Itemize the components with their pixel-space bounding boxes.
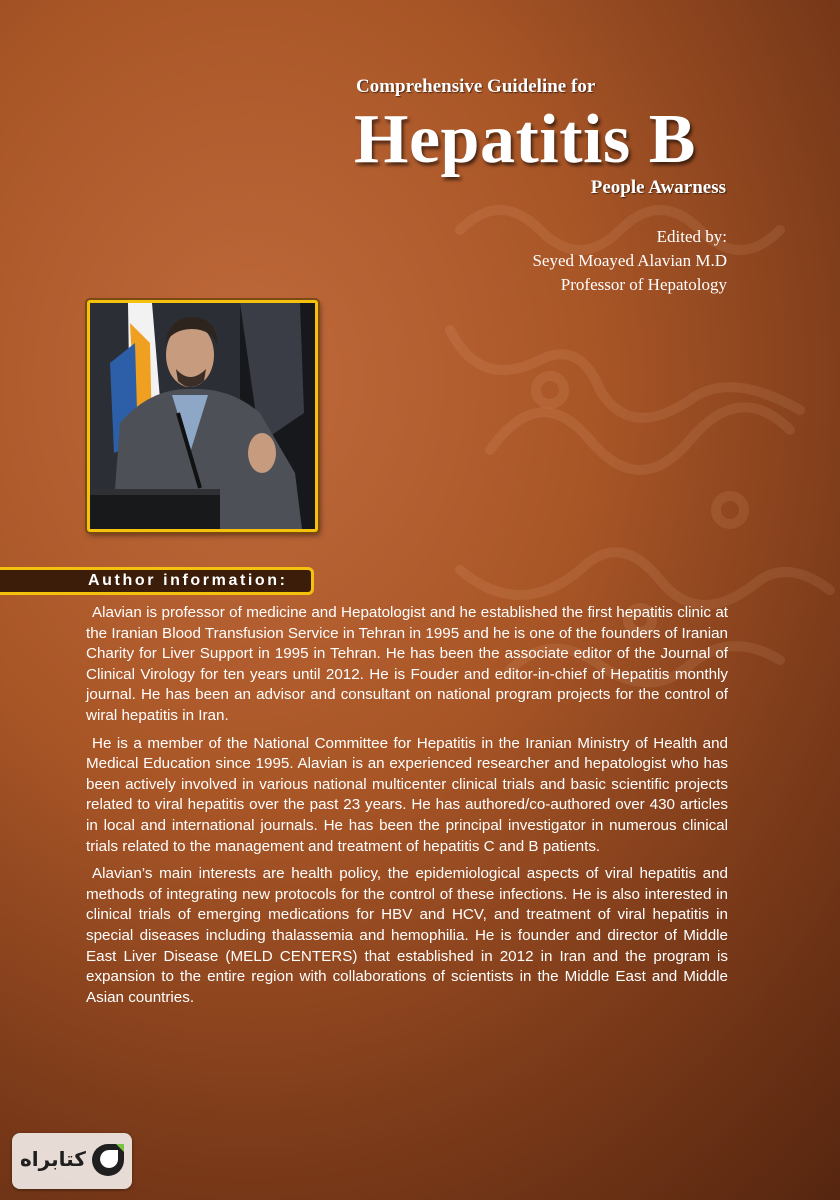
bio-paragraph: Alavian’s main interests are health policy, the epidemiological aspects of viral hepatitis and methods of integrating new protocols for the control of these infections. He is also interested in clinical trials of emerging medications for HBV and HCV, and treatment of viral hepatitis in special diseases including thalassemia and hemophilia. He is founder and director of Middle East Liver Disease (MELD CENTERS) that established in 2012 in Iran and the program is expansion to the entire region with collaborations of scientists in the Middle East and Middle Asian countries. <box>86 865 728 1006</box>
author-bio <box>86 603 728 1015</box>
author-info-heading: Author information: <box>88 572 288 589</box>
series-label: Comprehensive Guideline for <box>356 76 596 97</box>
editor-info <box>532 225 727 297</box>
bio-paragraph: He is a member of the National Committee for Hepatitis in the Iranian Ministry of Health and Medical Education since 1995. Alavian is an experienced researcher and hepatologist who has been actively involved in various national multicenter clinical trials and basic scientific projects related to viral hepatitis over the past 23 years. He has authored/co-authored over 430 articles in local and international journals. He has been the principal investigator in numerous clinical trials related to the management and treatment of hepatitis C and B patients. <box>86 734 728 855</box>
author-photo <box>87 300 318 532</box>
logo-text: کتابراه <box>20 1147 86 1171</box>
book-title: Hepatitis B <box>354 101 696 178</box>
editor-name: Seyed Moayed Alavian M.D <box>532 251 727 270</box>
edited-by-label: Edited by: <box>656 227 727 246</box>
author-info-heading-bar <box>0 567 314 595</box>
editor-title: Professor of Hepatology <box>560 275 727 294</box>
ketabrah-logo-icon <box>90 1142 126 1180</box>
book-subtitle: People Awarness <box>590 177 726 198</box>
ketabrah-logo[interactable] <box>12 1133 132 1189</box>
bio-paragraph: Alavian is professor of medicine and Hepatologist and he established the first hepatitis clinic at the Iranian Blood Transfusion Service in Tehran in 1995 and he is one of the founders of Iranian Charity for Liver Support in 1995 in Tehran. He has been the associate editor of the Journal of Clinical Virology for ten years until 2012. He is Fouder and editor-in-chief of Hepatitis monthly journal. He has been an advisor and consultant on national program projects for the control of wiral hepatitis in Iran. <box>86 604 728 724</box>
